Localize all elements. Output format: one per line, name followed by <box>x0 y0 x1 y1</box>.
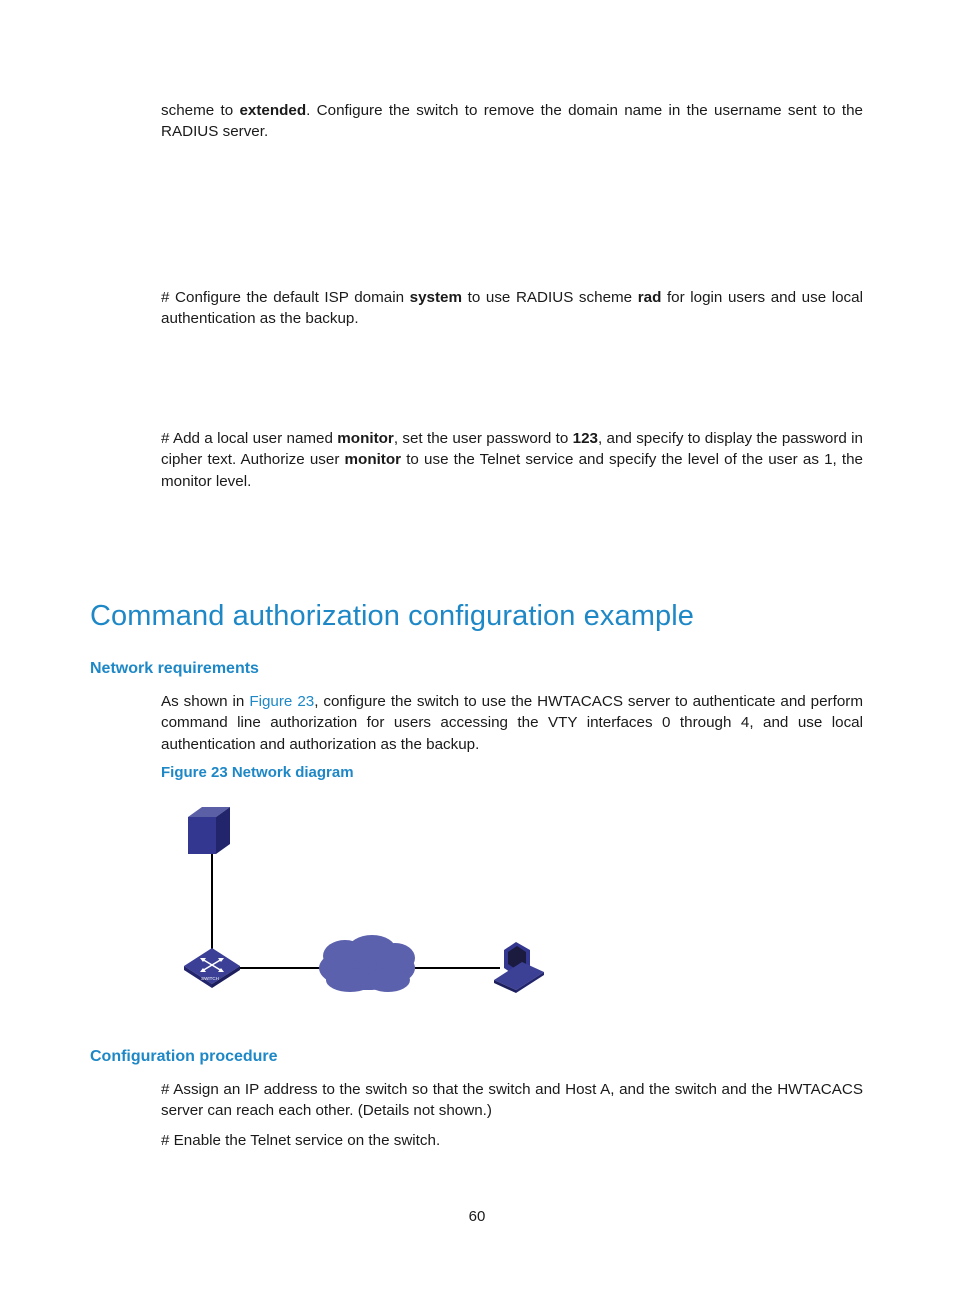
text: . Configure the switch to remove the domain name in the username sent to the RADIUS server. <box>161 102 863 141</box>
switch-label: SWITCH <box>201 976 219 981</box>
network-diagram <box>150 790 570 1000</box>
text: As shown in <box>161 693 250 710</box>
text: scheme to <box>161 102 240 119</box>
page-number: 60 <box>468 1208 486 1225</box>
configuration-procedure-step-1: # Assign an IP address to the switch so that the switch and Host A, and the switch and the HWTACACS server can reach each other. (Details not shown.) <box>161 1081 863 1120</box>
keyword: rad <box>637 289 662 306</box>
keyword: extended <box>239 102 307 119</box>
keyword: 123 <box>572 430 598 447</box>
switch-icon <box>184 948 240 988</box>
text: # Add a local user named <box>161 430 338 447</box>
server-icon <box>188 807 230 854</box>
configuration-procedure-step-2: # Enable the Telnet service on the switch. <box>161 1132 441 1149</box>
text: # Configure the default ISP domain <box>161 289 410 306</box>
network-requirements-paragraph <box>161 691 863 755</box>
paragraph-isp-domain <box>161 287 863 330</box>
text: to use the Telnet service and specify the level of the user as 1, the monitor level. <box>161 451 864 490</box>
keyword: monitor <box>337 430 394 447</box>
figure-link[interactable]: Figure 23 <box>249 693 315 710</box>
keyword: monitor <box>344 451 402 469</box>
text: , set the user password to <box>393 430 573 447</box>
figure-caption: Figure 23 Network diagram <box>161 764 354 781</box>
paragraph-extended-scheme <box>161 100 863 143</box>
keyword: system <box>409 289 462 306</box>
host-pc-icon <box>494 942 544 993</box>
paragraph-local-user <box>161 428 863 492</box>
text: , and specify to display the password in cipher text. Authorize user <box>161 430 863 469</box>
cloud-icon <box>319 935 415 992</box>
section-title: Command authorization configuration example <box>90 600 694 632</box>
text: to use RADIUS scheme <box>462 289 638 306</box>
network-requirements-heading: Network requirements <box>90 660 259 677</box>
text: , configure the switch to use the HWTACACS server to authenticate and perform command line authorization for users accessing the VTY interfaces 0 through 4, and use local authentication and authorization as the backup. <box>161 693 863 753</box>
configuration-procedure-heading: Configuration procedure <box>90 1048 278 1065</box>
text: for login users and use local authentication as the backup. <box>161 289 863 328</box>
